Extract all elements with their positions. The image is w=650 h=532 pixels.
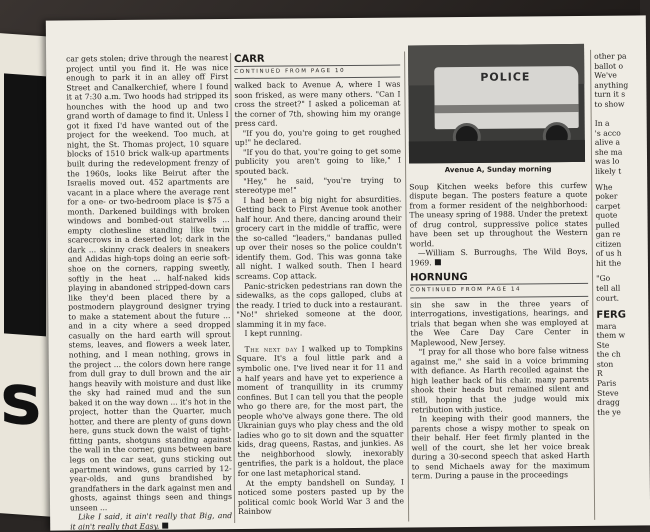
end-mark-icon [435, 259, 441, 265]
section-paragraph: The next day I walked up to Tompkins Square. It's a foul little park and a symbolic one. I've lived near it for 11 and a half years and have yet to experience a moment of tranquillity in its crummy confines. But I can tell you that the people who go there are, for the most part, the people who've always gone there. The old Ukrainian guys who play chess and the old ladies who go to sit down and the squatter kids, drag queens, Rastas, and junkies. As the neighborhood slowly, inexorably gentrifies, the park is a holdout, the place for one last metaphorical stand. [236, 343, 404, 478]
text-line: tell all [596, 283, 621, 293]
text-line: them w [596, 330, 626, 341]
end-mark-icon [162, 522, 168, 528]
line-group [595, 182, 648, 268]
text-line: alive a [594, 137, 621, 148]
text-line: citizen [595, 239, 622, 249]
dark-advertisement-block [4, 73, 46, 336]
text-line: mara [596, 321, 617, 331]
text-line: quote [595, 210, 618, 221]
article-slug: CARR [234, 53, 265, 65]
text-line: carpet [595, 201, 621, 211]
line-group [595, 119, 647, 177]
text-line: Steve [597, 388, 619, 398]
text-line: "Go [596, 274, 611, 284]
paragraph: "I pray for all those who bore false witness against me," she said in a voice brimming with defiance. As Harth recoiled against the high leather back of his chair, many parents shook their heads but remained silent and still, hoping that the judge would mix retribution with justice. [410, 346, 590, 415]
attribution: —William S. Burroughs, The Wild Boys, 1969. [409, 247, 588, 268]
text-line: R [596, 369, 603, 379]
text-line: anything [594, 80, 629, 90]
article-column-1 [66, 53, 233, 532]
closing-paragraph: Like I said, it ain't really that Big, and it ain't really that Easy. [70, 511, 233, 532]
paragraph: Soup Kitchen weeks before this curfew dispute began. The posters feature a quote from a former resident of the neighborhood: The uneasy spring of 1988. Under the pretext of drug control, suppressive police states have been set up throughout the Western world. [409, 180, 588, 249]
police-sign: POLICE [480, 70, 531, 84]
lead-in: The next day [244, 344, 298, 354]
article-column-3 [408, 52, 590, 524]
paragraph: sin she saw in the three years of interrogations, investigations, hearings, and trials that began when she was employed at the Wee Care Day Care Center in Maplewood, New Jersey. [410, 298, 589, 348]
paragraph: I had been a big night for absurdities. Getting back to First Avenue took another half hour. And there, dancing around their grocery cart in the middle of traffic, were the so-called "leaders," bandanas pulled up over their noses so the police couldn't identify them. God. This was gonna take all night. I walked south. Then I heard screams. Cop attack. [235, 194, 402, 282]
text-line: pulled [595, 220, 620, 230]
text-line: poker [595, 191, 618, 201]
paragraph: "If you do, you're going to get roughed up!" he declared. [234, 127, 401, 148]
text-line: Paris [596, 378, 617, 388]
text-line: was lo [594, 157, 620, 167]
text-line: the ch [596, 349, 621, 360]
article-column-4 [594, 51, 650, 521]
text-line: ballot o [594, 61, 624, 71]
line-group [596, 321, 649, 417]
text-line: Ste [596, 340, 610, 350]
continued-line: CONTINUED FROM PAGE 10 [234, 64, 400, 79]
line-group [596, 274, 648, 303]
text-line: turn it s [594, 89, 626, 100]
paragraph: "If you do that, you're going to get some publicity you aren't going to like," I spouted back. [234, 146, 402, 176]
text-line: the ye [597, 407, 621, 417]
paragraph: Panic-stricken pedestrians ran down the sidewalks, as the cops galloped, clubs at the ready. I tried to duck into a restaurant. "No!" shrieked someone at the door, slamming it in my face. [236, 280, 403, 329]
text-line: she ma [594, 147, 623, 157]
paragraph: "Hey," he said, "you're trying to stereotype me!" [235, 175, 402, 196]
article-slug: HORNUNG [410, 272, 468, 284]
paragraph: I kept running. [244, 328, 303, 339]
continued-line: CONTINUED FROM PAGE 14 [410, 283, 588, 298]
text-line: Whe [595, 182, 613, 192]
paragraph: In keeping with their good manners, the parents chose a wispy mother to speak on their behalf. Her feet firmly planted in the well of the court, she let her voice break during a 30-second speech that asked Harth to send Michaels away for the maximum term. During a pause in the proceedings [411, 413, 590, 481]
text-line: likely t [595, 166, 622, 176]
text-line: We've [594, 70, 617, 80]
text-line: dragg [597, 397, 620, 407]
text-line: 's acco [594, 128, 621, 138]
large-headline-letter: s [0, 357, 42, 443]
news-photo [408, 44, 585, 164]
text-line: hit the [595, 258, 622, 268]
text-line: ston [596, 359, 614, 369]
newspaper-page [46, 15, 650, 530]
text-line: court. [596, 293, 620, 303]
text-line: gan re [595, 229, 621, 240]
article-slug: FERG [596, 309, 627, 321]
text-line: of us h [595, 249, 622, 259]
paragraph: walked back to Avenue A, where I was soon frisked, as were many others. "Can I cross the street?" I asked a policeman at the corner of 7th, showing him my orange press card. [234, 79, 401, 129]
photo-caption: Avenue A, Sunday morning [444, 165, 552, 175]
article-column-2 [234, 54, 404, 525]
text-line: to show [594, 99, 625, 109]
text-line: In a [594, 118, 610, 129]
paragraph: At the empty bandshell on Sunday, I noticed some posters pasted up by the political comic book World War 3 and the Rainbow [237, 477, 405, 517]
paragraph: car gets stolen; drive through the nearest project until you find it. He was nice enough to park it in an alley off First Street and Canalkerchief, where I found it at 7:30 a.m. Two hoods had stripped its hounches with the hood up and two grand worth of damage to find it. Unless I got it fixed I'd have wanted out of the project for the weekend. Too much, at night, the St. Thomas project, 10 square blocks of 1510 brick walk-up apartments built during the redevelopment frenzy of the 1960s, looks like Beirut after the Israelis moved out. 452 apartments are vacant in a place where the average rent for a one- or two-bedroom place is $75 a month. Darkened buildings with broken windows and bombed-out stairwells ... empty clothesline standing like twin scarecrows in a deserted lot; dark in the dark ... skinny crack dealers in sneakers and Adidas high-tops doing an eerie soft-shoe on the corners, rapping sweetly, softly in the heat ... half-naked kids playing in abandoned stripped-down cars like they'd been placed there by a postmodern playground designer trying to make a statement about the future ... and in a city where a seed dropped casually on the hard earth will sprout stems, leaves, and flowers a week later, nothing, and I mean nothing, grows in the project ... the colors down here range from dull gray to dull brown and the air hangs heavily with moisture and dust like the sky had rained mud and the sun baked it on the way down ... it's hot in the project, hotter than the Quarter, much hotter, and there are plenty of guns down here, guns stuck down the waist of tight-fitting pants, shotguns standing against the wall in the corner, guns between bare legs on the car seat, guns sticking out apartment windows, guns carried by 12-year-olds, and guns brandished by grandfathers in the dark against men and ghosts, against things seen and things unseen ... [66, 53, 232, 513]
text-line: other pa [594, 51, 627, 61]
line-group [594, 51, 646, 109]
